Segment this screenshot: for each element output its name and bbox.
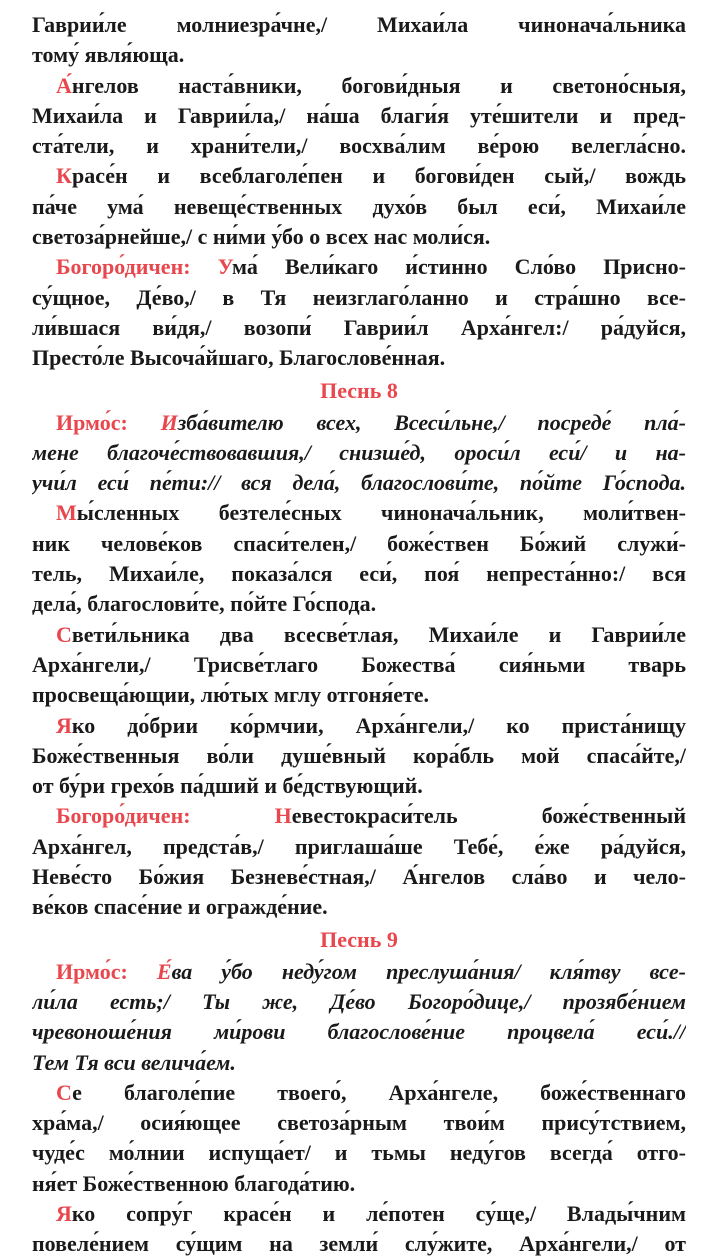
rubric-label: Ирмо́с: <box>56 958 157 984</box>
text-line <box>32 680 686 710</box>
ode-heading: Песнь 9 <box>320 926 398 952</box>
text-line <box>32 283 686 313</box>
text-line <box>32 1199 686 1229</box>
line-text: от бу́ри грехо́в па́дший и бе́дствующий. <box>32 773 423 799</box>
line-text: су́щное, Де́во,/ в Тя неизглаго́ланно и стра́шно всe- <box>32 284 686 310</box>
initial-letter: М <box>56 500 77 526</box>
text-line <box>32 801 686 831</box>
verse-paragraph <box>32 498 686 619</box>
line-text: е благоле́пие твоего́, Арха́нгеле, боже́ственнаго <box>72 1079 686 1105</box>
verse-paragraph <box>32 252 686 373</box>
text-line <box>32 892 686 922</box>
text-line <box>32 529 686 559</box>
verse-paragraph <box>32 1199 686 1260</box>
text-line <box>32 957 686 987</box>
initial-letter: Я <box>56 712 72 738</box>
line-text: Боже́ственныя во́ли душе́вный кора́бль мой спаса́йте,/ <box>32 742 686 768</box>
line-text: ли́ла есть;/ Ты же, Де́во Богоро́дице,/ прозябе́нием <box>32 988 686 1014</box>
verse-paragraph <box>32 71 686 162</box>
initial-letter: Е́ <box>156 958 172 984</box>
text-line <box>32 101 686 131</box>
initial-letter: К <box>56 163 72 189</box>
verse-paragraph <box>32 957 686 1078</box>
text-line <box>32 1138 686 1168</box>
verse-paragraph <box>32 1078 686 1199</box>
initial-letter: С <box>56 621 72 647</box>
text-line <box>32 832 686 862</box>
line-text: ник челове́ков спаси́телен,/ боже́ствен Бо́жий служи́- <box>32 530 686 556</box>
line-text: чревоноше́ния ми́рови благослове́ние процвела́ еси́.// <box>32 1019 686 1045</box>
line-text: Гаврии́ле молниезра́чне,/ Михаи́ла чинонача́льника <box>32 12 686 37</box>
line-text: хра́ма,/ осия́ющее светоза́рным твои́м прису́тствием, <box>32 1110 686 1136</box>
verse-paragraph <box>32 711 686 802</box>
text-line <box>32 408 686 438</box>
text-line <box>32 1169 686 1199</box>
line-text: тому́ явля́юща. <box>32 42 185 68</box>
line-text: зба́вителю всех, Всеси́льне,/ посреде́ пла́- <box>177 409 686 435</box>
line-text: просвеща́ющии, лю́тых мглу отгоня́ете. <box>32 682 430 708</box>
initial-letter: Н <box>274 803 292 829</box>
text-line <box>32 711 686 741</box>
ode-heading: Песнь 8 <box>320 377 398 403</box>
line-text: дела́, благослови́те, по́йте Го́спода. <box>32 591 377 617</box>
text-line <box>32 10 686 40</box>
line-text: ва у́бо неду́гом преслуша́ния/ кля́тву всe- <box>171 958 686 984</box>
text-line <box>32 40 686 70</box>
text-line <box>32 1048 686 1078</box>
text-line <box>32 741 686 771</box>
initial-letter: Я <box>56 1200 72 1226</box>
rubric-label: Ирмо́с: <box>56 409 161 435</box>
text-line <box>32 1017 686 1047</box>
line-text: повеле́нием су́щим на земли́ слу́жите, Арха́нгели,/ от <box>32 1231 686 1257</box>
verse-paragraph <box>32 161 686 252</box>
text-line <box>32 771 686 801</box>
text-line <box>32 343 686 373</box>
text-line <box>32 620 686 650</box>
text-line <box>32 222 686 252</box>
text-line <box>32 252 686 282</box>
text-line <box>32 1078 686 1108</box>
text-line <box>32 71 686 101</box>
text-line <box>32 131 686 161</box>
line-text: расе́н и всеблаголе́пен и богови́ден сый,/ вождь <box>71 163 686 189</box>
line-text: евестокраси́тель боже́ственный <box>291 803 686 829</box>
rubric-label: Богоро́дичен: <box>56 803 275 829</box>
line-text: тель, Михаи́ле, показа́лся еси́, поя́ непреста́нно:/ вся <box>32 561 686 587</box>
line-text: ы́сленных безтеле́сных чинонача́льник, моли́твен- <box>76 500 686 526</box>
verse-paragraph <box>32 408 686 499</box>
line-text: ня́ет Боже́ственною благода́тию. <box>32 1170 356 1196</box>
line-text: Неве́сто Бо́жия Безневе́стная,/ А́нгелов сла́во и чело- <box>32 864 686 890</box>
initial-letter: И <box>160 409 178 435</box>
verse-paragraph <box>32 801 686 922</box>
text-line <box>32 313 686 343</box>
line-text: Престо́ле Высоча́йшаго, Благослове́нная. <box>32 345 446 371</box>
line-text: учи́л еси́ пе́ти:// вся дела́, благослови́те, по́йте Го́спода. <box>32 470 686 496</box>
initial-letter: У <box>217 254 233 280</box>
text-line <box>32 1108 686 1138</box>
line-text: Михаи́ла и Гаврии́ла,/ на́ша благи́я уте́шители и пред- <box>32 102 686 128</box>
line-text: светоза́рнейше,/ с ни́ми у́бо о всех нас моли́ся. <box>32 224 491 250</box>
line-text: ли́вшася ви́дя,/ возопи́ Гаврии́л Арха́нгел:/ ра́дуйся, <box>32 314 686 340</box>
line-text: Арха́нгели,/ Трисве́тлаго Божества́ сия́ньми тварь <box>32 651 686 677</box>
line-text: мене благоче́ствовавшия,/ снизше́д, ороси́л еси́/ и на- <box>32 439 686 465</box>
liturgical-text-page <box>32 10 686 1260</box>
line-text: ко до́брии ко́рмчии, Арха́нгели,/ ко приста́нищу <box>71 712 686 738</box>
text-line <box>32 438 686 468</box>
line-text: ве́ков спасе́ние и огражде́ние. <box>32 894 328 920</box>
line-text: чуде́с мо́лнии испуща́ет/ и тьмы неду́гов всегда́ отго- <box>32 1140 686 1166</box>
initial-letter: С <box>56 1079 73 1105</box>
line-text: ста́тели, и храни́тели,/ восхва́лим ве́рою велегла́сно. <box>32 133 686 159</box>
line-text: вети́льника два всесве́тлая, Михаи́ле и Гаврии́ле <box>71 621 686 647</box>
verse-paragraph <box>32 620 686 711</box>
text-line <box>32 862 686 892</box>
line-text: Арха́нгел, предста́в,/ приглаша́ше Тебе́, е́же ра́дуйся, <box>32 833 686 859</box>
rubric-label: Богоро́дичен: <box>56 254 218 280</box>
text-line <box>32 650 686 680</box>
text-line <box>32 559 686 589</box>
text-line <box>32 1229 686 1259</box>
text-line <box>32 161 686 191</box>
verse-paragraph <box>32 10 686 71</box>
initial-letter: А́ <box>56 72 72 98</box>
text-line <box>32 498 686 528</box>
text-line <box>32 987 686 1017</box>
text-line <box>32 468 686 498</box>
line-text: Тем Тя вси велича́ем. <box>32 1049 236 1075</box>
line-text: ма́ Вели́каго и́стинно Сло́во Присно- <box>232 254 686 280</box>
text-line <box>32 192 686 222</box>
line-text: ко сопру́г красе́н и ле́потен су́ще,/ Влады́чним <box>71 1200 686 1226</box>
line-text: па́че ума́ невеще́ственных духо́в был еси́, Михаи́ле <box>32 193 686 219</box>
text-line <box>32 589 686 619</box>
line-text: нгелов наста́вники, богови́дныя и светоно́сныя, <box>71 72 686 98</box>
